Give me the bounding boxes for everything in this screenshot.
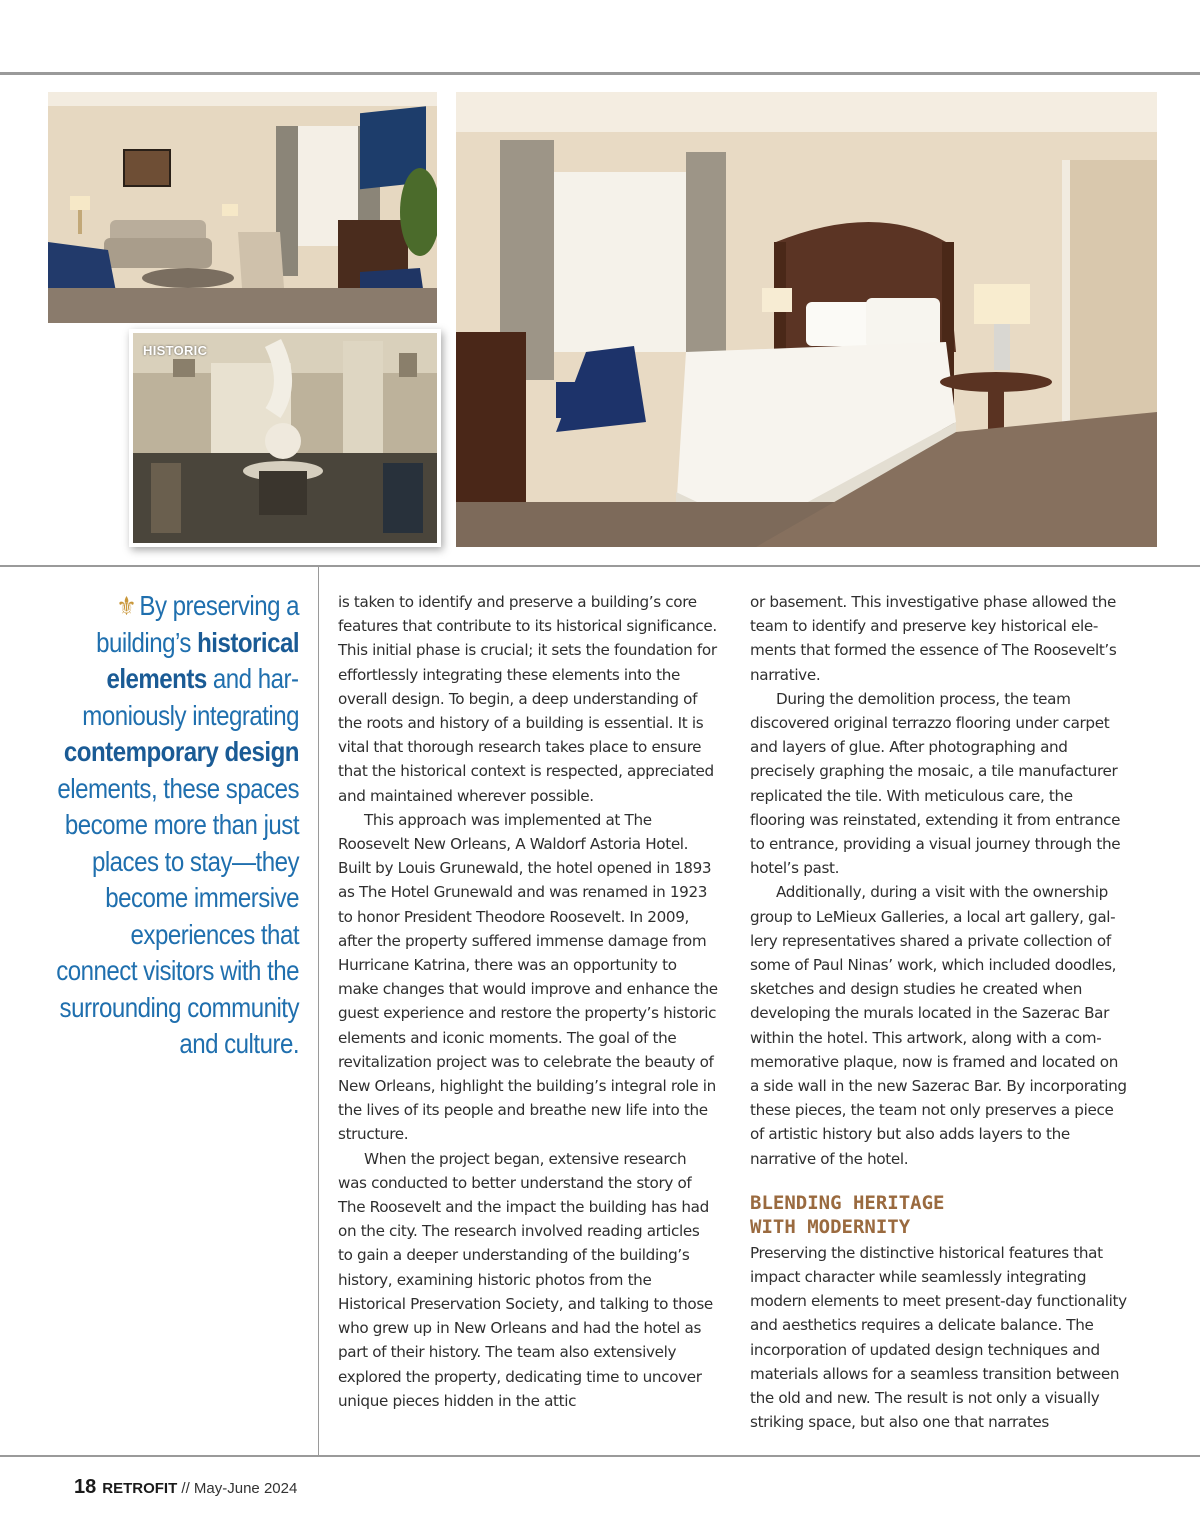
magazine-name: RETROFIT <box>102 1480 178 1497</box>
pull-quote <box>44 588 299 1063</box>
historic-photo <box>133 333 437 543</box>
living-room-illustration <box>48 92 437 323</box>
page-footer <box>74 1476 297 1499</box>
historic-label: HISTORIC <box>143 343 208 358</box>
paragraph: When the project began, extensive research was conducted to better understand the story of The Roosevelt and the impact the building has had on the city. The research involved reading articles to gain a deeper understanding of the building’s history, examining historic photos from the Historical Preservation Society, and talking to those who grew up in New Orleans and had the hotel as part of their history. The team also extensively explored the property, dedicating time to uncover unique pieces hidden in the attic <box>338 1149 713 1410</box>
top-rule <box>0 72 1200 75</box>
article-column-right <box>750 590 1130 1435</box>
pull-quote-text-1: By preserving a building’s <box>96 590 299 658</box>
living-room-photo <box>48 92 437 323</box>
paragraph: During the demolition process, the team discovered original terrazzo flooring under carpet and layers of glue. After photographing and precisely graphing the mosaic, a tile manufacturer replicated the tile. With meticulous care, the flooring was reinstated, extending it from entrance to entrance, providing a visual journey through the hotel’s past. <box>750 689 1121 878</box>
paragraph: Additionally, during a visit with the ownership group to LeMieux Galleries, a local art gallery, gallery representatives shared a private collection of some of Paul Ninas’ work, which included doodles, sketches and design studies he created when developing the murals located in the Sazerac Bar within the hotel. This artwork, along with a commemorative plaque, now is framed and located on a side wall in the new Sazerac Bar. By incorporating these pieces, the team not only preserves a piece of artistic history but also adds layers to the narrative of the hotel. <box>750 883 1127 1168</box>
paragraph: is taken to identify and preserve a building’s core features that contribute to its historical significance. This initial phase is crucial; it sets the foundation for effortlessly integrating these elements into the overall design. To begin, a deep understanding of the roots and history of a building is essential. It is vital that thorough research takes place to ensure that the historical context is respected, appreciated and maintained wherever possible. <box>338 593 717 805</box>
fleur-de-lis-icon: ⚜ <box>116 591 136 621</box>
pull-quote-text-3: elements, these spaces become more than just places to stay—they become immersive experiences that connect visitors with the surrounding community and culture. <box>56 772 300 1059</box>
bedroom-photo <box>456 92 1157 547</box>
bottom-rule <box>0 1455 1200 1457</box>
pull-quote-bold-1: historical elements <box>106 626 299 694</box>
page-number: 18 <box>74 1476 97 1498</box>
paragraph: This approach was implemented at The Roosevelt New Orleans, A Waldorf Astoria Hotel. Built by Louis Grunewald, the hotel opened in 1893 as The Hotel Grunewald and was renamed in 1923 to honor President Theodore Roosevelt. In 2009, after the property suffered immense damage from Hurricane Katrina, there was an opportunity to make changes that would improve and enhance the guest experience and restore the property’s historic elements and iconic moments. The goal of the revitalization project was to celebrate the beauty of New Orleans, highlight the building’s integral role in the lives of its people and breathe new life into the structure. <box>338 810 718 1144</box>
column-divider <box>318 567 319 1455</box>
pull-quote-text-2: and harmoniously integrating <box>82 663 299 731</box>
subhead-line-2: WITH MODERNITY <box>750 1215 911 1238</box>
article-column-middle <box>338 590 718 1413</box>
bedroom-illustration <box>456 92 1157 547</box>
historic-room-illustration <box>133 333 437 543</box>
section-subhead <box>750 1191 1130 1239</box>
subhead-line-1: BLENDING HERITAGE <box>750 1191 945 1214</box>
mid-rule <box>0 565 1200 567</box>
paragraph: or basement. This investigative phase allowed the team to identify and preserve key historical elements that formed the essence of The Roosevelt’s narrative. <box>750 593 1117 684</box>
paragraph: Preserving the distinctive historical features that impact character while seamlessly integrating modern elements to meet present-day functionality and aesthetics requires a delicate balance. The incorporation of updated design techniques and materials allows for a seamless transition between the old and new. The result is not only a visually striking space, but also one that narrates <box>750 1243 1127 1432</box>
issue-date: // May-June 2024 <box>177 1480 298 1497</box>
pull-quote-bold-2: contemporary design <box>63 736 299 767</box>
